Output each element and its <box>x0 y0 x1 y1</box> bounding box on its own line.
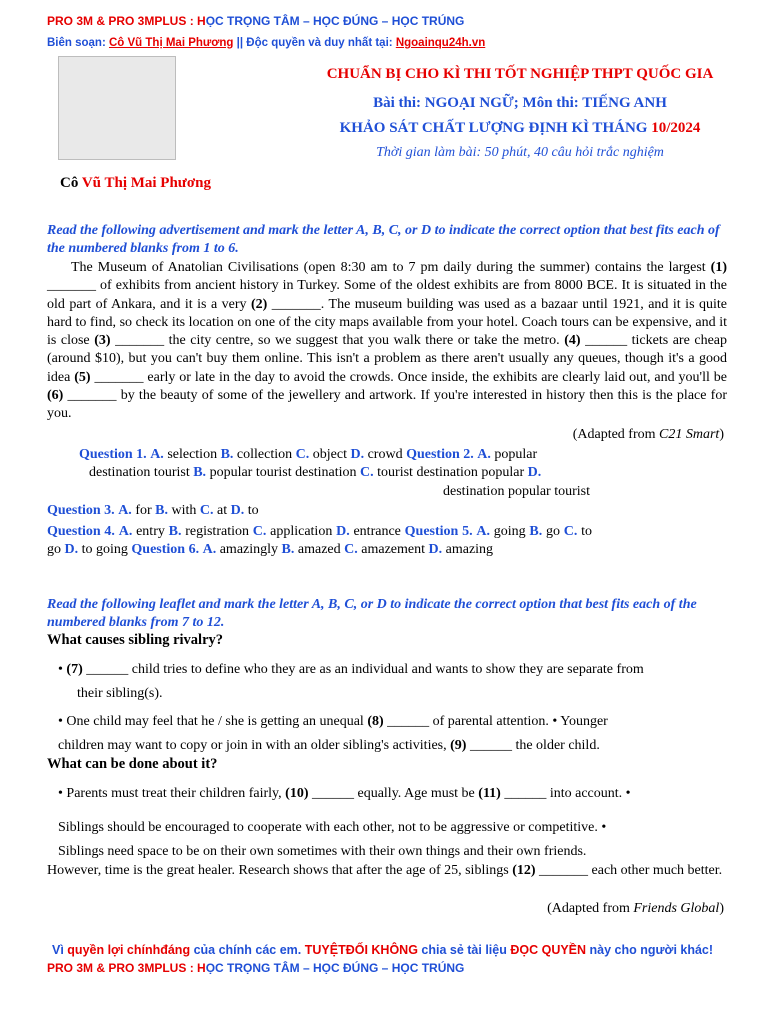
leaflet-text: ______ of parental attention. • Younger <box>383 714 608 729</box>
question-1-label: Question 1. <box>79 447 147 462</box>
option-letter: C. <box>252 523 267 539</box>
blank-4: (4) <box>564 333 581 349</box>
option-letter: A. <box>476 523 490 539</box>
q1-option-d[interactable]: crowd <box>364 447 407 462</box>
leaflet-bullet-1 <box>58 661 714 679</box>
question-2-line <box>79 464 590 482</box>
leaflet-text: ______ the older child. <box>466 738 600 753</box>
leaflet-closing <box>47 862 727 880</box>
leaflet-bullet-2 <box>58 713 738 731</box>
q4-option-a[interactable]: entry <box>132 523 169 539</box>
question-1-line <box>79 447 537 462</box>
source-pre: (Adapted from <box>572 427 660 442</box>
blank-1: (1) <box>710 260 727 275</box>
source-name: C21 Smart <box>659 427 720 442</box>
teacher-prefix: Cô <box>60 175 82 191</box>
bullet: • <box>58 662 67 677</box>
blank-5: (5) <box>74 369 91 385</box>
footer-text: TUYỆTĐỐI KHÔNG <box>304 943 422 957</box>
section1-instruction: Read the following advertisement and mark the letter A, B, C, or D to indicate the correct option that best fits each of the numbered blanks from 1 to 6. <box>47 223 720 256</box>
q3-option-b[interactable]: with <box>167 503 200 518</box>
blank-10: (10) <box>285 786 309 801</box>
exam-survey <box>300 120 740 137</box>
passage-text: The Museum of Anatolian Civilisations (open 8:30 am to 7 pm daily during the summer) contains the largest <box>71 260 711 275</box>
question-4-label: Question 4. <box>47 523 115 539</box>
passage-text: _______ the city centre, so we suggest that you walk there or take the metro. <box>110 333 565 349</box>
q1-option-b[interactable]: collection <box>233 447 296 462</box>
q4-option-d[interactable]: entrance <box>349 523 405 539</box>
leaflet-bullet-2-cont <box>58 737 600 755</box>
q6-option-d[interactable]: amazing <box>445 542 494 558</box>
q1-option-a[interactable]: selection <box>163 447 221 462</box>
source-citation-1 <box>573 427 724 443</box>
footer-text: ĐỌC QUYỀN <box>510 943 590 957</box>
footer-text: chia sẻ tài liệu <box>421 943 511 957</box>
questions-1-2 <box>79 446 590 501</box>
leaflet-bullet-3 <box>58 785 631 803</box>
q1-option-c[interactable]: object <box>309 447 351 462</box>
footer-banner <box>47 961 464 975</box>
questions-4-6-text <box>47 523 592 560</box>
source-post: ) <box>719 901 724 916</box>
museum-passage <box>47 259 727 424</box>
blank-12: (12) <box>512 863 536 878</box>
passage-text: ______ tickets are cheap (around $10), but you can't buy them online. This isn't a problem as there aren't usually any queues, though it's a good idea <box>47 333 727 385</box>
footer-note <box>52 943 713 957</box>
leaflet-text: ______ child tries to define who they are as an individual and wants to show they are separate from <box>82 662 644 677</box>
source-name: Friends Global <box>633 901 720 916</box>
questions-3-6 <box>47 502 592 560</box>
blank-3: (3) <box>94 333 111 349</box>
banner-part1: PRO 3M & PRO 3MPLUS : H <box>47 961 206 975</box>
question-3-label: Question 3. <box>47 503 115 518</box>
passage-text: _______. The museum building was used as a bazaar until 1921, and it is quite hard to find, so check its location on one of the city maps available from your hotel. Coach tours can be expensive, and it is close <box>47 296 727 349</box>
source-citation-2 <box>547 901 724 917</box>
q4-option-b[interactable]: registration <box>181 523 253 539</box>
passage-text: _______ early or late in the day to avoid the crowds. Once inside, the exhibits are clearly laid out, and you'll be <box>90 369 727 385</box>
leaflet-text: However, time is the great healer. Research shows that after the age of 25, siblings <box>47 863 513 878</box>
leaflet-text: _______ each other much better. <box>535 863 723 878</box>
leaflet-text: ______ equally. Age must be <box>308 786 479 801</box>
source-pre: (Adapted from <box>547 901 634 916</box>
q2-option-a-cont[interactable]: destination tourist <box>89 465 194 481</box>
banner-part1: PRO 3M & PRO 3MPLUS : H <box>47 14 206 28</box>
passage-text: _______ of exhibits from ancient history in Turkey. Some of the oldest exhibits are from 8000 BCE. It is situated in the old part of Ankara, and it is a very <box>47 278 727 312</box>
q6-option-b[interactable]: amazed <box>294 542 345 558</box>
option-letter: B. <box>529 523 543 539</box>
footer-text: của chính các em. <box>193 943 305 957</box>
survey-month: 10/2024 <box>651 120 701 136</box>
option-letter: C. <box>295 447 310 462</box>
option-letter: A. <box>202 542 217 558</box>
blank-11: (11) <box>478 786 501 801</box>
q6-option-a[interactable]: amazingly <box>216 542 282 558</box>
option-letter: B. <box>155 503 168 518</box>
leaflet-text: children may want to copy or join in with an older sibling's activities, <box>58 738 451 753</box>
exam-title: CHUẨN BỊ CHO KÌ THI TỐT NGHIỆP THPT QUỐC GIA <box>326 66 714 82</box>
banner-part2: ỌC TRỌNG TÂM – HỌC ĐÚNG – HỌC TRÚNG <box>205 14 465 28</box>
question-6-label: Question 6. <box>131 542 200 558</box>
option-letter: A. <box>118 503 132 518</box>
author-site-link[interactable]: Ngoainqu24h.vn <box>395 37 486 49</box>
option-letter: A. <box>150 447 164 462</box>
section2-instruction: Read the following leaflet and mark the letter A, B, C, or D to indicate the correct option that best fits each of the numbered blanks from 7 to 12. <box>47 597 697 630</box>
q2-option-c[interactable]: tourist destination popular <box>373 465 528 481</box>
question-2-label: Question 2. <box>406 447 474 462</box>
option-letter: C. <box>563 523 578 539</box>
teacher-caption <box>60 175 211 192</box>
leaflet-text: ______ into account. • <box>500 786 631 801</box>
option-letter: D. <box>527 465 542 481</box>
option-letter: B. <box>168 523 182 539</box>
option-letter: D. <box>350 447 365 462</box>
blank-7: (7) <box>66 662 83 677</box>
q5-option-a[interactable]: going <box>489 523 526 539</box>
option-letter: C. <box>199 503 214 518</box>
option-letter: C. <box>344 542 358 558</box>
option-letter: B. <box>193 465 207 481</box>
author-line <box>47 37 485 49</box>
q5-option-b[interactable]: go <box>542 523 564 539</box>
top-banner <box>47 14 464 28</box>
option-letter: D. <box>428 542 443 558</box>
q2-option-a[interactable]: popular <box>490 447 538 462</box>
leaflet-text: • Parents must treat their children fairly, <box>58 786 286 801</box>
teacher-name: Vũ Thị Mai Phương <box>81 175 211 191</box>
option-letter: B. <box>281 542 295 558</box>
exam-time: Thời gian làm bài: 50 phút, 40 câu hỏi trắc nghiệm <box>376 145 664 160</box>
q6-option-c[interactable]: amazement <box>357 542 429 558</box>
author-label: Biên soạn: <box>47 37 109 49</box>
footer-text: quyền lợi chínhđáng <box>67 943 194 957</box>
leaflet-text: • One child may feel that he / she is getting an unequal <box>58 714 368 729</box>
q5-option-d[interactable]: to going <box>78 542 132 558</box>
source-post: ) <box>719 427 724 442</box>
option-letter: A. <box>118 523 133 539</box>
q4-option-c[interactable]: application <box>266 523 337 539</box>
exam-subject: Bài thi: NGOẠI NGỮ; Môn thi: TIẾNG ANH <box>373 95 667 111</box>
survey-label: KHẢO SÁT CHẤT LƯỢNG ĐỊNH KÌ THÁNG <box>339 120 652 136</box>
leaflet-bullet-4: Siblings should be encouraged to cooperate with each other, not to be aggressive or competitive. • <box>58 820 607 835</box>
q2-option-d[interactable]: destination popular tourist <box>443 483 590 499</box>
banner-part2: ỌC TRỌNG TÂM – HỌC ĐÚNG – HỌC TRÚNG <box>205 961 465 975</box>
option-letter: D. <box>230 503 245 518</box>
blank-8: (8) <box>367 714 384 729</box>
q5-option-c[interactable]: to go <box>47 523 593 558</box>
passage-text: _______ by the beauty of some of the jewellery and artwork. If you're interested in history then this is the place for you. <box>47 388 727 422</box>
author-name: Cô Vũ Thị Mai Phương <box>108 37 234 49</box>
leaflet-bullet-1-cont: their sibling(s). <box>77 686 163 701</box>
option-letter: A. <box>477 447 491 462</box>
blank-6: (6) <box>47 388 64 404</box>
footer-text: này cho người khác! <box>589 943 714 957</box>
q3-option-a[interactable]: for <box>131 503 156 518</box>
question-3-line <box>47 502 592 521</box>
option-letter: C. <box>360 465 374 481</box>
option-letter: B. <box>220 447 234 462</box>
footer-text: Vì <box>52 943 68 957</box>
leaflet-heading-causes: What causes sibling rivalry? <box>47 632 224 648</box>
teacher-portrait-image <box>58 56 176 160</box>
q3-option-d[interactable]: to <box>244 503 259 518</box>
author-sep: || Độc quyền và duy nhất tại: <box>233 37 396 49</box>
blank-9: (9) <box>450 738 467 753</box>
leaflet-heading-solutions: What can be done about it? <box>47 756 218 772</box>
option-letter: D. <box>64 542 79 558</box>
blank-2: (2) <box>251 296 268 312</box>
q3-option-c[interactable]: at <box>213 503 231 518</box>
question-5-label: Question 5. <box>404 523 473 539</box>
option-letter: D. <box>336 523 350 539</box>
q2-option-b[interactable]: popular tourist destination <box>206 465 361 481</box>
leaflet-bullet-5: Siblings need space to be on their own sometimes with their own things and their own friends. <box>58 844 587 859</box>
